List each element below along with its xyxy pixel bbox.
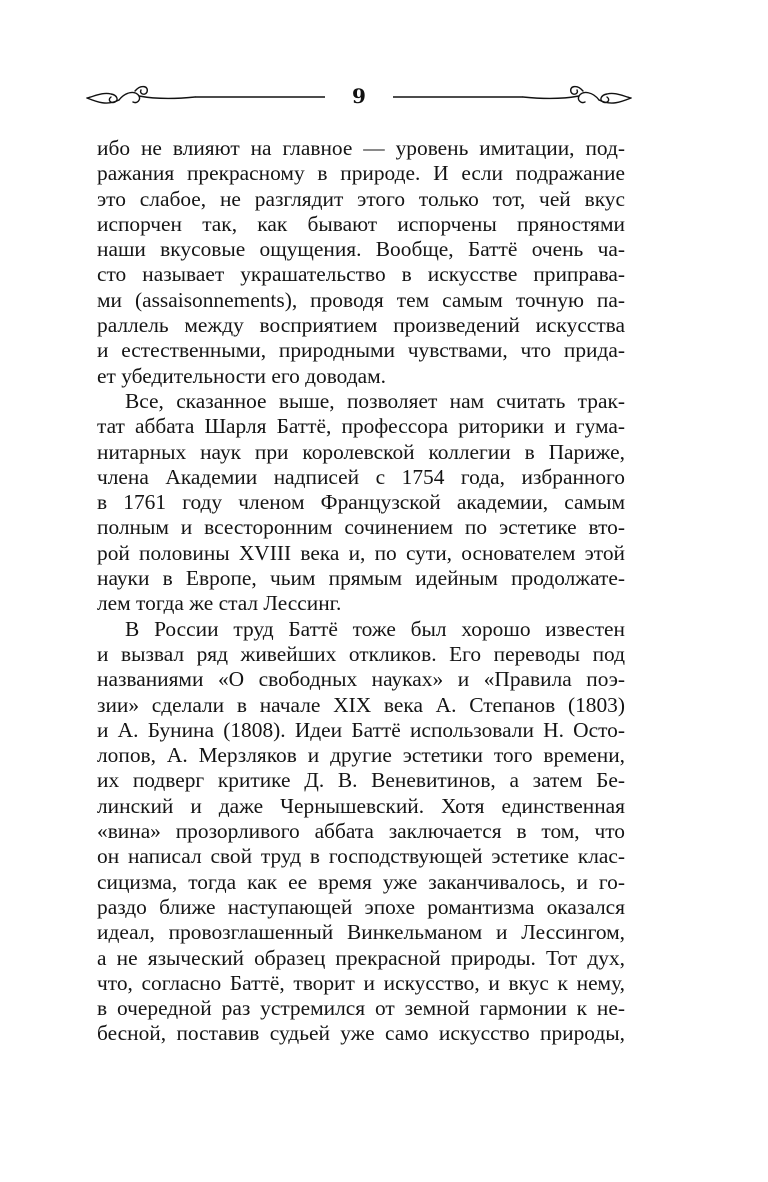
text-line: бесной, поставив судьей уже само искусство природы,: [97, 1021, 625, 1046]
text-line: раздо ближе наступающей эпохе романтизма оказался: [97, 894, 625, 919]
text-line: наши вкусовые ощущения. Вообще, Баттё очень ча-: [97, 237, 625, 262]
text-line: идеал, провозглашенный Винкельманом и Лессингом,: [97, 920, 625, 945]
text-line: что, согласно Баттё, творит и искусство, и вкус к нему,: [97, 970, 625, 995]
page-number: 9: [352, 84, 366, 108]
text-line: линский и даже Чернышевский. Хотя единственная: [97, 793, 625, 818]
text-line: раллель между восприятием произведений искусства: [97, 313, 625, 338]
text-line: ет убедительности его доводам.: [97, 363, 386, 388]
text-line: зии» сделали в начале XIX века А. Степанов (1803): [97, 692, 625, 717]
text-line: нитарных наук при королевской коллегии в Париже,: [97, 439, 625, 464]
text-line: рой половины XVIII века и, по сути, основателем этой: [97, 540, 625, 565]
text-line: ми (assaisonnements), проводя тем самым точную па-: [97, 287, 625, 312]
text-line: «вина» прозорливого аббата заключается в том, что: [97, 819, 625, 844]
text-line: названиями «О свободных науках» и «Правила поэ-: [97, 667, 625, 692]
text-line: и А. Бунина (1808). Идеи Баттё использовали Н. Осто-: [97, 717, 625, 742]
text-line: в 1761 году членом Французской академии, самым: [97, 490, 625, 515]
text-line: ибо не влияют на главное — уровень имитации, под-: [97, 136, 625, 160]
text-line: науки в Европе, чьим прямым идейным продолжате-: [97, 566, 625, 591]
text-line: полным и всесторонним сочинением по эстетике вто-: [97, 515, 625, 540]
text-line: тат аббата Шарля Баттё, профессора риторики и гума-: [97, 414, 625, 439]
text-line: это слабое, не разглядит этого только тот, чей вкус: [97, 186, 625, 211]
page-header: [85, 78, 633, 118]
text-line: и естественными, природными чувствами, что прида-: [97, 338, 625, 363]
text-line: ражания прекрасному в природе. И если подражание: [97, 161, 625, 186]
text-line: испорчен так, как бывают испорчены пряностями: [97, 211, 625, 236]
text-line: члена Академии надписей с 1754 года, избранного: [97, 464, 625, 489]
text-line: лем тогда же стал Лессинг.: [97, 591, 342, 616]
text-line: он написал свой труд в господствующей эстетике клас-: [97, 844, 625, 869]
body-text: [97, 136, 625, 1047]
text-line: а не языческий образец прекрасной природы. Тот дух,: [97, 945, 625, 970]
text-line: их подверг критике Д. В. Веневитинов, а затем Бе-: [97, 768, 625, 793]
text-line: Все, сказанное выше, позволяет нам считать трак-: [125, 388, 625, 413]
text-line: В России труд Баттё тоже был хорошо известен: [125, 616, 625, 641]
text-line: сицизма, тогда как ее время уже заканчивалось, и го-: [97, 869, 625, 894]
text-line: в очередной раз устремился от земной гармонии к не-: [97, 996, 625, 1021]
text-line: и вызвал ряд живейших откликов. Его переводы под: [97, 641, 625, 666]
text-line: лопов, А. Мерзляков и другие эстетики того времени,: [97, 743, 625, 768]
text-line: сто называет украшательство в искусстве приправа-: [97, 262, 625, 287]
